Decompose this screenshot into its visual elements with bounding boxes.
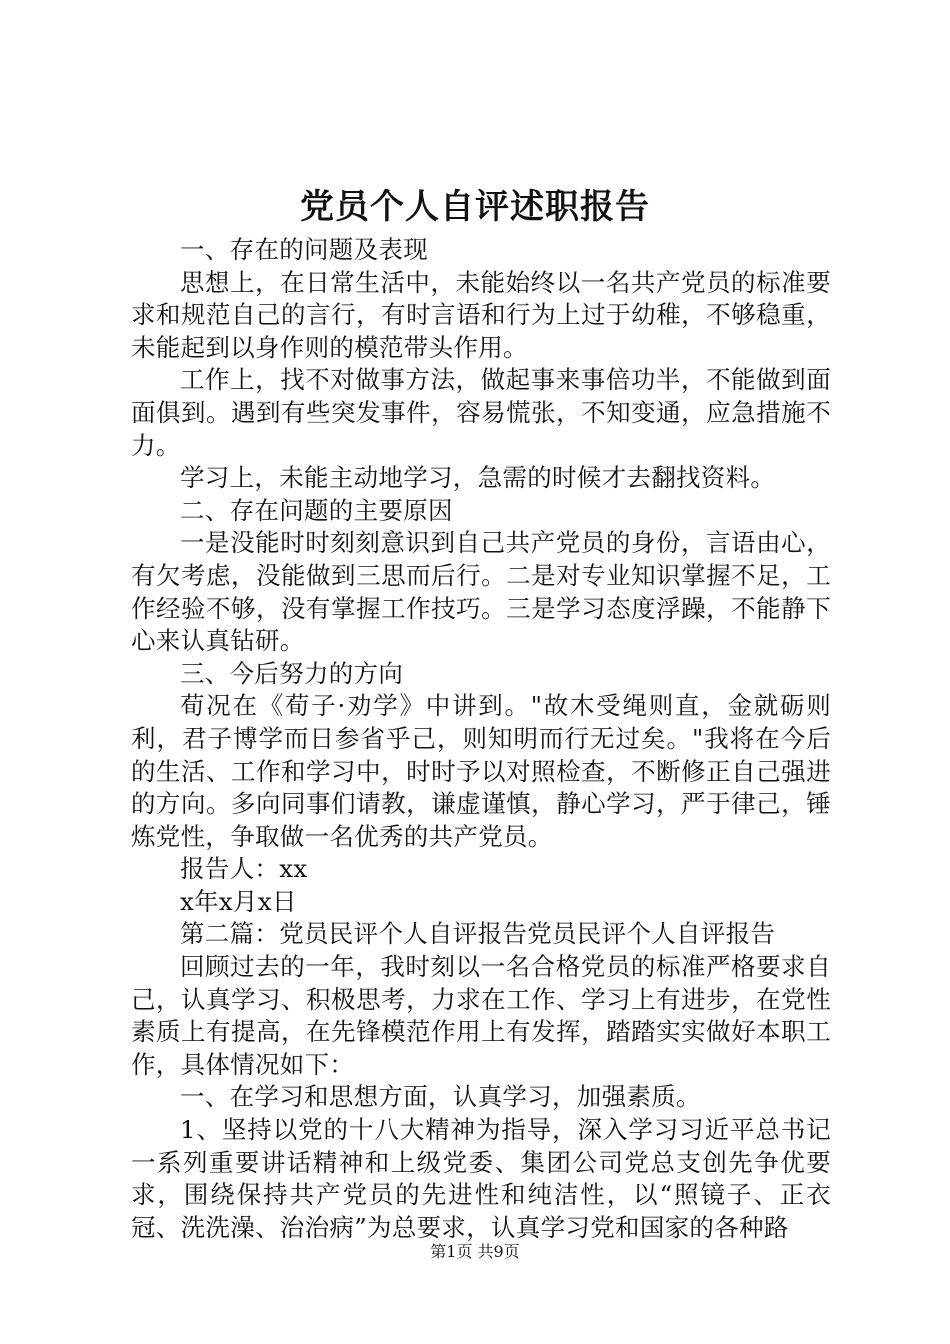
paragraph: 回顾过去的一年，我时刻以一名合格党员的标准严格要求自己，认真学习、积极思考，力求在工作、学习上有进步，在党性素质上有提高，在先锋模范作用上有发挥，踏踏实实做好本职工作，具体情况如下：: [131, 952, 831, 1079]
reporter-line: 报告人：xx: [180, 854, 308, 884]
document-title: 党员个人自评述职报告: [300, 187, 650, 227]
page-number-footer: 第1页 共9页: [430, 1242, 520, 1261]
section-heading: 一、存在的问题及表现: [180, 235, 428, 264]
chapter-heading: 第二篇：党员民评个人自评报告党员民评个人自评报告: [180, 919, 776, 949]
paragraph: 工作上，找不对做事方法，做起事来事倍功半，不能做到面面俱到。遇到有些突发事件，容易慌张，不知变通，应急措施不力。: [131, 365, 831, 460]
section-heading: 三、今后努力的方向: [180, 658, 404, 688]
paragraph: 一是没能时时刻刻意识到自己共产党员的身份，言语由心，有欠考虑，没能做到三思而后行。二是对专业知识掌握不足，工作经验不够，没有掌握工作技巧。三是学习态度浮躁，不能静下心来认真钻研。: [131, 528, 831, 656]
section-heading: 二、存在问题的主要原因: [180, 495, 453, 525]
document-body: [131, 234, 831, 1244]
date-line: x年x月x日: [180, 886, 297, 916]
section-heading: 一、在学习和思想方面，认真学习，加强素质。: [180, 1082, 701, 1112]
paragraph: 荀况在《荀子·劝学》中讲到。"故木受绳则直，金就砺则利，君子博学而日参省乎己，则知明而行无过矣。"我将在今后的生活、工作和学习中，时时予以对照检查，不断修正自己强进的方向。多向同事们请教，谦虚谨慎，静心学习，严于律己，锤炼党性，争取做一名优秀的共产党员。: [131, 691, 831, 851]
paragraph: 思想上，在日常生活中，未能始终以一名共产党员的标准要求和规范自己的言行，有时言语和行为上过于幼稚，不够稳重，未能起到以身作则的模范带头作用。: [131, 267, 831, 362]
paragraph: 学习上，未能主动地学习，急需的时候才去翻找资料。: [180, 463, 776, 493]
paragraph: 1、坚持以党的十八大精神为指导，深入学习习近平总书记一系列重要讲话精神和上级党委、集团公司党总支创先争优要求，围绕保持共产党员的先进性和纯洁性，以“照镜子、正衣冠、洗洗澡、治治病”为总要求，认真学习党和国家的各种路: [131, 1115, 831, 1242]
